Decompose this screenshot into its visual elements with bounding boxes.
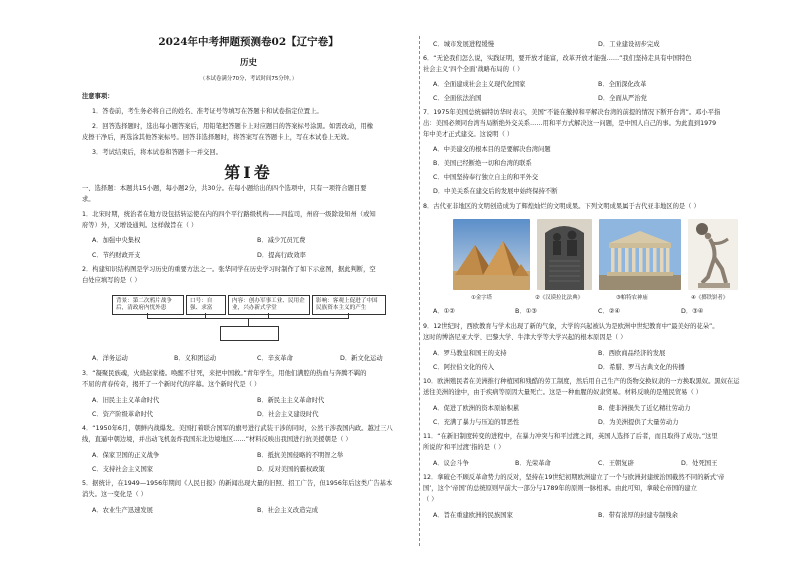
q5-stem-2: 消失。这一变化是（ ） <box>82 491 147 498</box>
q2-option-a[interactable]: A．洋务运动 <box>92 355 128 362</box>
q11-option-d[interactable]: D．处死国王 <box>681 460 718 467</box>
q7-stem-2: 出：美国必须同台湾当局断绝外交关系……用和平方式解决这一问题，是中国人自己的事。为此直到1979 <box>423 120 717 127</box>
q9-option-d[interactable]: D．希腊、罗马古典文化的传播 <box>598 364 685 371</box>
q3-stem-2: 不屈的青春传奇，揭开了一个新时代的序幕。这个新时代是（ ） <box>82 381 261 388</box>
left-column <box>82 0 415 562</box>
q2-box-text-3: 内容：创办军事工业、民用企业，兴办新式学堂 <box>232 298 305 312</box>
hammurabi-code-image <box>537 219 592 290</box>
q2-diagram-stem <box>248 318 249 326</box>
q10-option-d[interactable]: D．为美洲提供了大量劳动力 <box>598 419 679 426</box>
notice-3: 3．考试结束后，将本试卷和答题卡一并交回。 <box>92 149 222 156</box>
notice-2: 2．回答选择题时，选出每小题答案后，用铅笔把答题卡上对应题目的答案标号涂黑。如需改动，用橡 <box>92 123 374 130</box>
q9-option-b[interactable]: B．西欧商品经济的发展 <box>598 350 666 357</box>
q9-option-a[interactable]: A．罗马教皇和国王的支持 <box>433 350 507 357</box>
q4-option-a[interactable]: A．保家卫国的正义战争 <box>92 452 160 459</box>
subject-title: 历史 <box>239 58 257 68</box>
part-title: 第Ⅰ卷 <box>224 163 273 182</box>
q10-stem-2: 送往美洲的途中，由于疾病等原因大量死亡。这是一种血腥的奴隶贸易。材料反映的是殖民贸易（ ） <box>423 389 703 396</box>
column-divider <box>419 36 420 546</box>
q8-caption-2: ②《汉谟拉比法典》 <box>535 295 583 301</box>
q8-option-c[interactable]: C．②④ <box>598 308 620 315</box>
q1-option-a[interactable]: A．加强中央集权 <box>92 237 141 244</box>
q2-diagram-tick-1 <box>147 313 148 318</box>
q2-diagram-box-impact <box>312 295 386 315</box>
q2-answer-blank[interactable] <box>220 326 279 341</box>
q10-option-c[interactable]: C．充满了暴力与压迫的罪恶性 <box>433 419 520 426</box>
q2-option-c[interactable]: C．辛亥革命 <box>257 355 293 362</box>
q8-caption-4: ④《掷铁饼者》 <box>691 295 729 301</box>
notice-heading: 注意事项： <box>82 93 114 100</box>
q2-box-text-4: 影响：客观上促进了中国民族资本主义的产生 <box>316 298 378 312</box>
q12-stem-1: 12．拿破仑不顾反革命势力的反对，坚持在19世纪初期欧洲建立了一个与欧洲封建统治国截然不同的新式‘帝 <box>423 474 725 481</box>
q6-option-a[interactable]: A．全面建成社会主义现代化国家 <box>433 81 526 88</box>
q1-stem-2: 府等）外，又增设通判。这样做旨在（ ） <box>82 222 198 229</box>
q3-option-d[interactable]: D．社会主义建设时代 <box>257 411 319 418</box>
q2-option-b[interactable]: B．义和团运动 <box>174 355 217 362</box>
q7-stem-3: 年中美才正式建交。这说明（ ） <box>423 131 514 138</box>
q1-option-c[interactable]: C．节约财政开支 <box>92 252 141 259</box>
q4-option-b[interactable]: B．抵抗美国侵略的不明智之举 <box>257 452 344 459</box>
q2-box-text-1: 背景：第二次鸦片战争后，清政府内忧外患 <box>116 298 172 312</box>
q11-stem-1: 11．“在新旧制度转变的进程中，在暴力冲突与和平过渡之间，英国人选择了后者，而且取得了成功。”这里 <box>423 433 718 440</box>
q3-stem-1: 3．“凝聚民族魂，火烧赵家楼。唤醒不甘死，来把中国救。”青年学生，用他们满腔的热血与奔腾不羁的 <box>82 370 367 377</box>
q2-stem-2: 白处应填写的是（ ） <box>82 277 141 284</box>
q3-option-c[interactable]: C．资产阶级革命时代 <box>92 411 154 418</box>
q2-diagram-tick-2 <box>205 313 206 318</box>
q3-option-a[interactable]: A．旧民主主义革命时代 <box>92 397 160 404</box>
q4-stem-2: 线，直逼中朝边境，并出动飞机轰炸我国东北边境地区……”材料反映出我国进行抗美援朝是（ ） <box>82 436 352 443</box>
notice-1: 1．答卷前，考生务必将自己的姓名、准考证号等填写在答题卡和试卷指定位置上。 <box>92 108 323 115</box>
q2-diagram-tick-4 <box>348 313 349 318</box>
q5-option-c[interactable]: C．城市发展进程缓慢 <box>433 41 495 48</box>
q8-caption-1: ①金字塔 <box>471 295 493 301</box>
q5-option-d[interactable]: D．工业建设初步完成 <box>598 41 660 48</box>
q9-stem-1: 9．12世纪时，西欧教育与学术出现了新的气象，大学的兴起被认为是欧洲中世纪教育中“最美好的花朵”。 <box>423 323 719 330</box>
exam-info: （本试卷满分70分，考试时间75分钟。） <box>199 76 298 82</box>
q1-option-d[interactable]: D．提高行政效率 <box>257 252 306 259</box>
q12-stem-3: （ ） <box>423 496 438 503</box>
q11-option-a[interactable]: A．议会斗争 <box>433 460 469 467</box>
q5-option-a[interactable]: A．农业生产迅速发展 <box>92 507 153 514</box>
q1-stem-1: 1．北宋时期，统治者在地方设包括转运使在内的四个平行路级机构——四监司，州府一级除设知州（或知 <box>82 211 376 218</box>
q9-stem-2: 这时的博洛尼亚大学、巴黎大学、牛津大学等大学兴起的根本原因是（ ） <box>423 334 627 341</box>
q5-option-b[interactable]: B．社会主义改造完成 <box>257 507 318 514</box>
q10-option-a[interactable]: A．促进了欧洲的资本原始积累 <box>433 405 520 412</box>
q6-option-d[interactable]: D．全面从严治党 <box>598 95 647 102</box>
q10-stem-1: 10．欧洲殖民者在美洲推行种植园和残酷的劳工制度，然后用自己生产的货物交换奴隶的一方换取黑奴。黑奴在运 <box>423 378 740 385</box>
q7-option-a[interactable]: A．中美建交的根本目的是要解决台湾问题 <box>433 146 551 153</box>
q6-stem-2: 社会主义‘四个全面’战略布局的（ ） <box>423 66 524 73</box>
q8-stem: 8．古代亚非地区的文明创造成为了辉煌灿烂的文明成果。下列文明成果属于古代亚非地区的是（ ） <box>423 203 700 210</box>
q10-option-b[interactable]: B．使非洲损失了近亿精壮劳动力 <box>598 405 691 412</box>
q6-option-c[interactable]: C．全面依法治国 <box>433 95 482 102</box>
q11-option-b[interactable]: B．光荣革命 <box>515 460 551 467</box>
q8-option-a[interactable]: A．①② <box>433 308 455 315</box>
q6-option-b[interactable]: B．全面深化改革 <box>598 81 647 88</box>
q4-option-d[interactable]: D．反对美国的霸权政策 <box>257 466 325 473</box>
q11-option-c[interactable]: C．王朝复辟 <box>598 460 634 467</box>
q2-stem-1: 2．构建知识结构图是学习历史的重要方法之一。张华同学在历史学习时制作了如下示意图，据此判断，空 <box>82 266 376 273</box>
q9-option-c[interactable]: C．阿拉伯文化的传入 <box>433 364 495 371</box>
q12-option-b[interactable]: B．带有浓厚的封建专制残余 <box>598 512 678 519</box>
right-column <box>423 0 759 562</box>
q8-caption-3: ③帕特农神庙 <box>616 295 648 301</box>
q4-stem-1: 4．“1950年6月，朝鲜内战爆发。美国打着联合国军的旗号进行武装干涉的同时，公然干涉我国内政。越过三八 <box>82 425 393 432</box>
q7-option-d[interactable]: D．中美关系在建交后的发展中始终保持不断 <box>433 188 558 195</box>
q7-option-c[interactable]: C．中国坚持奉行独立自主的和平外交 <box>433 174 539 181</box>
q2-diagram-box-slogan <box>186 295 226 315</box>
q11-stem-2: 所说的‘和平过渡’指的是（ ） <box>423 444 505 451</box>
notice-2-cont: 皮擦干净后，再选涂其他答案标号。回答非选择题时，将答案写在答题卡上，写在本试卷上无效。 <box>82 134 353 141</box>
q7-stem-1: 7．1975年美国总统福特访华时表示，美国“不能在撤掉和平解决台湾的前提的情况下断开台湾”。邓小平指 <box>423 109 721 116</box>
q2-diagram-tick-3 <box>268 313 269 318</box>
q2-option-d[interactable]: D．新文化运动 <box>340 355 383 362</box>
q12-stem-2: 国’，这个‘帝国’的总统原则早前大一部分与1789年的原则一脉相承。由此可知，拿破仑帝国的建立 <box>423 485 697 492</box>
parthenon-image <box>599 219 681 290</box>
q6-stem-1: 6．“无论我们怎么说，实践证明，要开放才能富，改革开放才能强……”我们坚持走具有中国特色 <box>423 55 692 62</box>
page-title: 2024年中考押题预测卷02【辽宁卷】 <box>158 36 339 48</box>
q2-diagram-box-background <box>112 295 184 315</box>
q3-option-b[interactable]: B．新民主主义革命时代 <box>257 397 325 404</box>
q12-option-a[interactable]: A．旨在重建欧洲的民族国家 <box>433 512 513 519</box>
q8-option-d[interactable]: D．③④ <box>681 308 704 315</box>
q2-diagram-box-content <box>228 295 310 315</box>
q5-stem-1: 5．据统计，在1949—1956年期间《人民日报》的新闻出现大量的旧照、招工广告，但1956年后这类广告基本 <box>82 480 393 487</box>
q7-option-b[interactable]: B．美国已经断绝一切和台湾的联系 <box>433 160 532 167</box>
pyramids-image <box>453 219 530 290</box>
discobolus-image <box>688 219 738 290</box>
q2-box-text-2: 口号：自强、求富 <box>190 298 213 312</box>
section-intro-2: 求。 <box>82 196 95 203</box>
q1-option-b[interactable]: B．减少冗员冗费 <box>257 237 306 244</box>
q4-option-c[interactable]: C．支持社会主义国家 <box>92 466 154 473</box>
q8-option-b[interactable]: B．①③ <box>515 308 537 315</box>
section-intro-1: 一、选择题：本题共15小题，每小题2分，共30分。在每小题给出的四个选项中，只有一项符合题目要 <box>82 185 367 192</box>
